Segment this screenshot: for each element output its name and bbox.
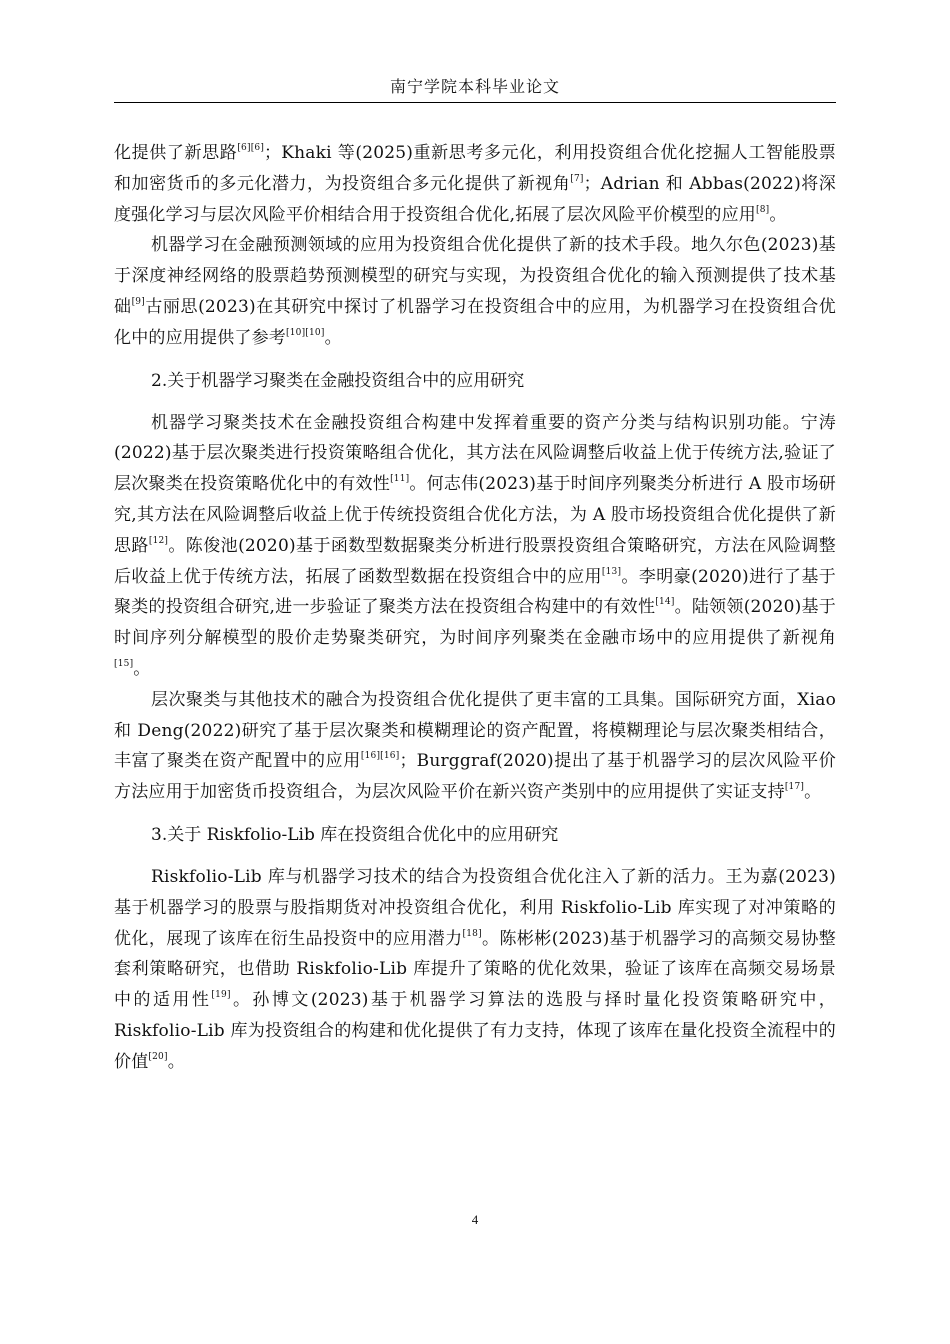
paragraph-1: [114, 138, 836, 230]
citation-ref: [16][16]: [360, 751, 400, 762]
paragraph-2: [114, 230, 836, 353]
page-header: 南宁学院本科毕业论文: [389, 77, 560, 96]
citation-ref: [11]: [390, 474, 410, 485]
citation-ref: [14]: [655, 597, 675, 608]
text-span: 机器学习在金融预测领域的应用为投资组合优化提供了新的技术手段。地久尔色(2023)基于深度神经网络的股票趋势预测模型的研究与实现，为投资组合优化的输入预测提供了技术基础: [114, 235, 836, 317]
citation-ref: [6][6]: [237, 143, 265, 153]
text-span: ；Adrian 和 Abbas(2022)将深度强化学习与层次风险平价相结合用于投资组合优化,拓展了层次风险平价模型的应用: [114, 173, 836, 225]
citation-ref: [9]: [131, 296, 145, 307]
body-text: [114, 138, 836, 1078]
section-heading-3: 3.关于 Riskfolio-Lib 库在投资组合优化中的应用研究: [151, 824, 559, 845]
text-span: 。何志伟(2023)基于时间序列聚类分析进行 A 股市场研究,其方法在风险调整后收益上优于传统投资组合优化方法，为 A 股市场投资组合优化提供了新思路: [114, 474, 836, 556]
text-span: 。: [324, 327, 342, 348]
citation-ref: [10][10]: [286, 327, 325, 338]
text-span: 。李明豪(2020)进行了基于聚类的投资组合研究,进一步验证了聚类方法在投资组合构建中的有效性: [114, 566, 836, 618]
paragraph-4: [114, 685, 836, 808]
text-span: 机器学习聚类技术在金融投资组合构建中发挥着重要的资产分类与结构识别功能。宁涛(2022)基于层次聚类进行投资策略组合优化，其方法在风险调整后收益上优于传统方法,验证了层次聚类在投资策略优化中的有效性: [114, 412, 836, 495]
citation-ref: [15]: [114, 658, 134, 669]
text-span: 古丽思(2023)在其研究中探讨了机器学习在投资组合中的应用，为机器学习在投资组合优化中的应用提供了参考: [114, 296, 836, 348]
text-span: 化提供了新思路: [114, 143, 238, 163]
section-heading-2: 2.关于机器学习聚类在金融投资组合中的应用研究: [151, 370, 525, 391]
header-rule: [114, 102, 836, 103]
citation-ref: [20]: [148, 1051, 168, 1062]
text-span: 。: [133, 658, 151, 679]
text-span: 。: [167, 1051, 185, 1072]
paragraph-5: [114, 862, 836, 1078]
text-span: 。陈彬彬(2023)基于机器学习的高频交易协整套利策略研究，也借助 Riskfolio-Lib 库提升了策略的优化效果，验证了该库在高频交易场景中的适用性: [114, 928, 836, 1011]
citation-ref: [18]: [462, 928, 482, 939]
citation-ref: [7]: [570, 173, 584, 184]
page-number: 4: [471, 1212, 479, 1227]
citation-ref: [12]: [148, 535, 169, 546]
text-span: 。: [769, 204, 787, 225]
paragraph-3: [114, 408, 836, 685]
text-span: 。陈俊池(2020)基于函数型数据聚类分析进行股票投资组合策略研究，方法在风险调整后收益上优于传统方法，拓展了函数型数据在投资组合中的应用: [114, 535, 836, 587]
citation-ref: [13]: [601, 566, 622, 577]
citation-ref: [8]: [756, 204, 770, 215]
text-span: 。: [804, 782, 822, 803]
text-span: 。陆领领(2020)基于时间序列分解模型的股价走势聚类研究，为时间序列聚类在金融市场中的应用提供了新视角: [114, 597, 836, 649]
text-span: 。孙博文(2023)基于机器学习算法的选股与择时量化投资策略研究中，Riskfolio-Lib 库为投资组合的构建和优化提供了有力支持，体现了该库在量化投资全流程中的价值: [114, 990, 837, 1072]
citation-ref: [17]: [784, 782, 805, 793]
text-span: 层次聚类与其他技术的融合为投资组合优化提供了更丰富的工具集。国际研究方面，Xiao 和 Deng(2022)研究了基于层次聚类和模糊理论的资产配置，将模糊理论与层次聚类相结合，丰富了聚类在资产配置中的应用: [114, 689, 836, 772]
text-span: ；Burggraf(2020)提出了基于机器学习的层次风险平价方法应用于加密货币投资组合，为层次风险平价在新兴资产类别中的应用提供了实证支持: [114, 751, 836, 803]
text-span: Riskfolio-Lib 库与机器学习技术的结合为投资组合优化注入了新的活力。王为嘉(2023)基于机器学习的股票与股指期货对冲投资组合优化，利用 Riskfolio-Lib 库实现了对冲策略的优化，展现了该库在衍生品投资中的应用潜力: [114, 866, 836, 949]
text-span: ；Khaki 等(2025)重新思考多元化，利用投资组合优化挖掘人工智能股票和加密货币的多元化潜力，为投资组合多元化提供了新视角: [114, 143, 836, 194]
citation-ref: [19]: [211, 990, 231, 1001]
